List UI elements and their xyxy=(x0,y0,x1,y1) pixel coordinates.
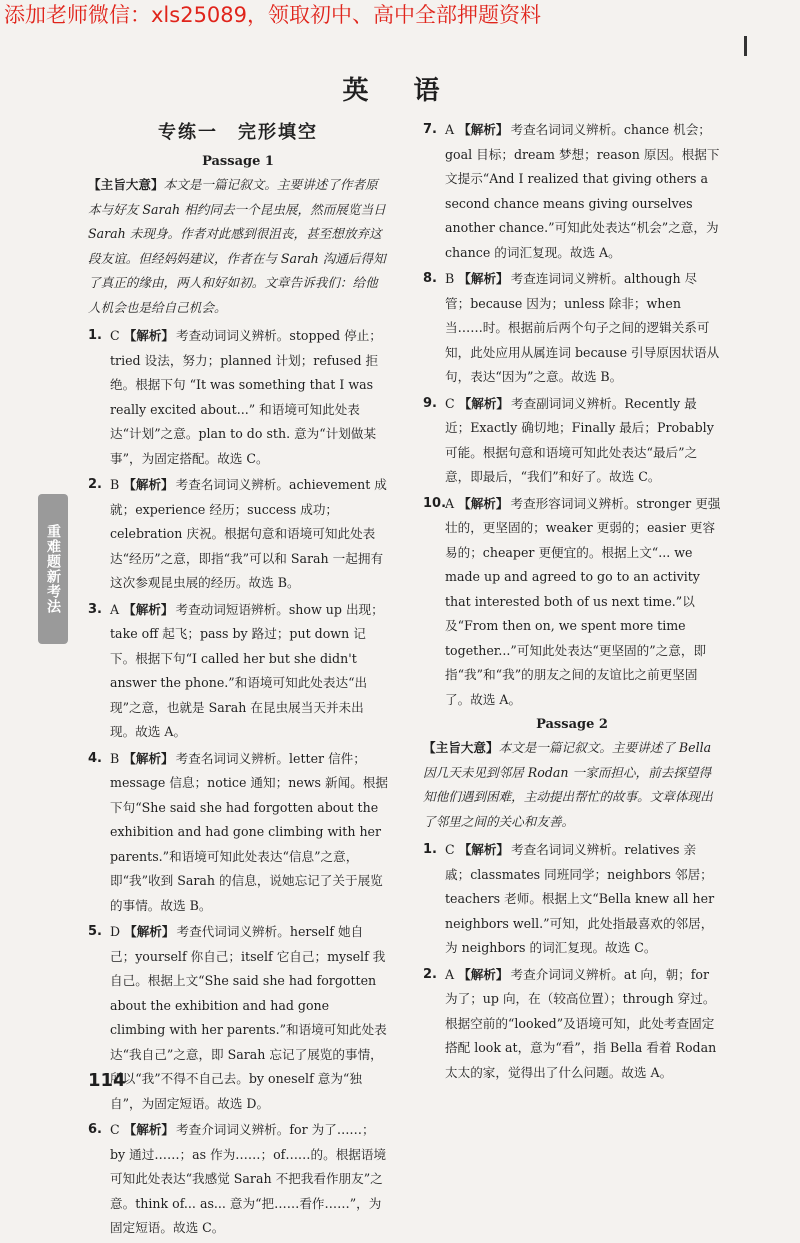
analysis-tag: 【解析】 xyxy=(458,495,509,511)
answer-item xyxy=(88,473,388,596)
answer-letter: A xyxy=(445,495,455,511)
answer-number: 1. xyxy=(88,328,102,343)
answer-item xyxy=(88,598,388,745)
analysis-tag: 【解析】 xyxy=(124,924,175,939)
answer-letter: C xyxy=(445,842,455,857)
answer-item xyxy=(423,838,721,961)
answer-number: 8. xyxy=(423,271,437,286)
answer-letter: A xyxy=(110,601,120,617)
answer-number: 6. xyxy=(88,1122,102,1137)
answer-letter: C xyxy=(110,1122,120,1137)
answer-letter: B xyxy=(110,750,120,766)
answer-letter: B xyxy=(110,477,120,492)
analysis-tag: 【解析】 xyxy=(458,122,509,137)
section-title: 专练一 完形填空 xyxy=(158,122,318,143)
answer-letter: A xyxy=(445,966,455,982)
analysis-tag: 【解析】 xyxy=(123,477,174,492)
summary-text: 本文是一篇记叙文。主要讲述了作者原本与好友 Sarah 相约同去一个昆虫展，然而展览当日 Sarah 未现身。作者对此感到很沮丧，甚至想放弃这段友谊。但经妈妈建议，作者在与 Sarah 沟通后得知了真正的缘由，两人和好如初。文章告诉我们：给他人机会也是给自己机会。 xyxy=(88,177,386,315)
answer-item xyxy=(88,747,388,919)
answer-item xyxy=(88,920,388,1116)
answer-item xyxy=(423,118,721,265)
passage-1-title: Passage 1 xyxy=(202,154,274,169)
answer-letter: C xyxy=(445,395,455,411)
analysis-text: 考查介词词义辨析。for 为了……；by 通过……；as 作为……；of……的。根据语境可知此处表达“我感觉 Sarah 不把我看作朋友”之意。think of... as... 意为“把……看作……”，为固定短语。故选 C。 xyxy=(110,1122,387,1235)
summary-tag: 【主旨大意】 xyxy=(423,740,499,755)
answer-letter: A xyxy=(445,122,455,137)
side-tab: 重难题新考法 xyxy=(38,494,68,644)
analysis-text: 考查介词词义辨析。at 向，朝；for 为了；up 向，在（较高位置）；through 穿过。根据空前的“looked”及语境可知，此处考查固定搭配 look at，意为“看”，指 Bella 看着 Rodan 太太的家，觉得出了什么问题。故选 A。 xyxy=(445,966,717,1080)
answer-number: 4. xyxy=(88,750,102,766)
analysis-text: 考查副词词义辨析。Recently 最近；Exactly 确切地；Finally 最后；Probably 可能。根据句意和语境可知此处表达“最后”之意，即最后，“我们”和好了。故选 C。 xyxy=(445,395,714,484)
page-title: 英 语 xyxy=(342,76,458,106)
answer-item xyxy=(423,963,721,1086)
analysis-text: 考查动词短语辨析。show up 出现；take off 起飞；pass by 路过；put down 记下。根据下句“I called her but she didn't answer the phone.”和语境可知此处表达“出现”之意，也就是 Sarah 在昆虫展当天并未出现。故选 A。 xyxy=(110,601,384,739)
answer-number: 2. xyxy=(88,477,102,492)
passage-2-title: Passage 2 xyxy=(536,717,608,732)
analysis-text: 考查形容词词义辨析。stronger 更强壮的，更坚固的；weaker 更弱的；easier 更容易的；cheaper 更便宜的。根据上文“... we made up and agreed to go to an activity that interested both of us next time.”以及“From then on, we spent more time together...”可知此处表达“更坚固的”之意，即指“我”和“我”的朋友之间的友谊比之前更坚固了。故选 A。 xyxy=(445,495,721,707)
page-number: 114 xyxy=(88,1070,126,1091)
analysis-tag: 【解析】 xyxy=(123,750,174,766)
answer-item xyxy=(423,492,721,713)
answer-number: 10. xyxy=(423,495,447,511)
answer-number: 2. xyxy=(423,966,437,982)
scan-mark xyxy=(744,36,747,56)
analysis-tag: 【解析】 xyxy=(458,395,510,411)
analysis-tag: 【解析】 xyxy=(458,842,510,857)
answer-number: 3. xyxy=(88,601,102,617)
right-column xyxy=(423,118,721,1087)
left-column xyxy=(88,118,388,1243)
analysis-text: 考查名词词义辨析。chance 机会；goal 目标；dream 梦想；reason 原因。根据下文提示“And I realized that giving others a second chance means giving ourselves another chance.”可知此处表达“机会”之意，为 chance 的词汇复现。故选 A。 xyxy=(445,122,720,260)
promo-banner: 添加老师微信：xls25089，领取初中、高中全部押题资料 xyxy=(4,3,542,27)
answer-item xyxy=(423,267,721,390)
passage-2-summary xyxy=(423,736,721,834)
answer-item xyxy=(88,324,388,471)
analysis-text: 考查连词词义辨析。although 尽管；because 因为；unless 除非；when 当……时。根据前后两个句子之间的逻辑关系可知，此处应用从属连词 because 引导原因状语从句，表达“因为”之意。故选 B。 xyxy=(445,271,720,384)
answer-letter: C xyxy=(110,328,120,343)
summary-tag: 【主旨大意】 xyxy=(88,177,164,192)
answer-item xyxy=(88,1118,388,1241)
analysis-text: 考查代词词义辨析。herself 她自己；yourself 你自己；itself 它自己；myself 我自己。根据上文“She said she had forgotten about the exhibition and had gone climbing with her parents.”和语境可知此处表达“我自己”之意，即 Sarah 忘记了展览的事情，所以“我”不得不自己去。by oneself 意为“独自”，为固定短语。故选 D。 xyxy=(110,924,387,1111)
answer-letter: D xyxy=(110,924,121,939)
analysis-text: 考查动词词义辨析。stopped 停止；tried 设法，努力；planned 计划；refused 拒绝。根据下句 “It was something that I was really excited about...” 和语境可知此处表达“计划”之意。plan to do sth. 意为“计划做某事”，为固定搭配。故选 C。 xyxy=(110,328,382,466)
summary-text: 本文是一篇记叙文。主要讲述了 Bella 因几天未见到邻居 Rodan 一家而担心，前去探望得知他们遇到困难，主动提出帮忙的故事。文章体现出了邻里之间的关心和友善。 xyxy=(423,740,713,829)
analysis-tag: 【解析】 xyxy=(458,966,509,982)
answer-number: 7. xyxy=(423,122,437,137)
analysis-tag: 【解析】 xyxy=(123,1122,175,1137)
answer-item xyxy=(423,392,721,490)
analysis-tag: 【解析】 xyxy=(123,601,174,617)
passage-1-summary xyxy=(88,173,388,320)
analysis-text: 考查名词词义辨析。achievement 成就；experience 经历；success 成功；celebration 庆祝。根据句意和语境可知此处表达“经历”之意，即指“我”可以和 Sarah 一起拥有这次参观昆虫展的经历。故选 B。 xyxy=(110,477,387,590)
analysis-text: 考查名词词义辨析。relatives 亲戚；classmates 同班同学；neighbors 邻居；teachers 老师。根据上文“Bella knew all her neighbors well.”可知，此处指最喜欢的邻居，为 neighbors 的词汇复现。故选 C。 xyxy=(445,842,715,955)
answer-number: 5. xyxy=(88,924,102,939)
answer-letter: B xyxy=(445,271,455,286)
answer-number: 1. xyxy=(423,842,437,857)
analysis-tag: 【解析】 xyxy=(123,328,175,343)
analysis-text: 考查名词词义辨析。letter 信件；message 信息；notice 通知；news 新闻。根据下句“She said she had forgotten about the exhibition and had gone climbing with her parents.”和语境可知此处表达“信息”之意，即“我”收到 Sarah 的信息，说她忘记了关于展览的事情。故选 B。 xyxy=(110,750,388,913)
analysis-tag: 【解析】 xyxy=(458,271,509,286)
answer-number: 9. xyxy=(423,395,437,411)
